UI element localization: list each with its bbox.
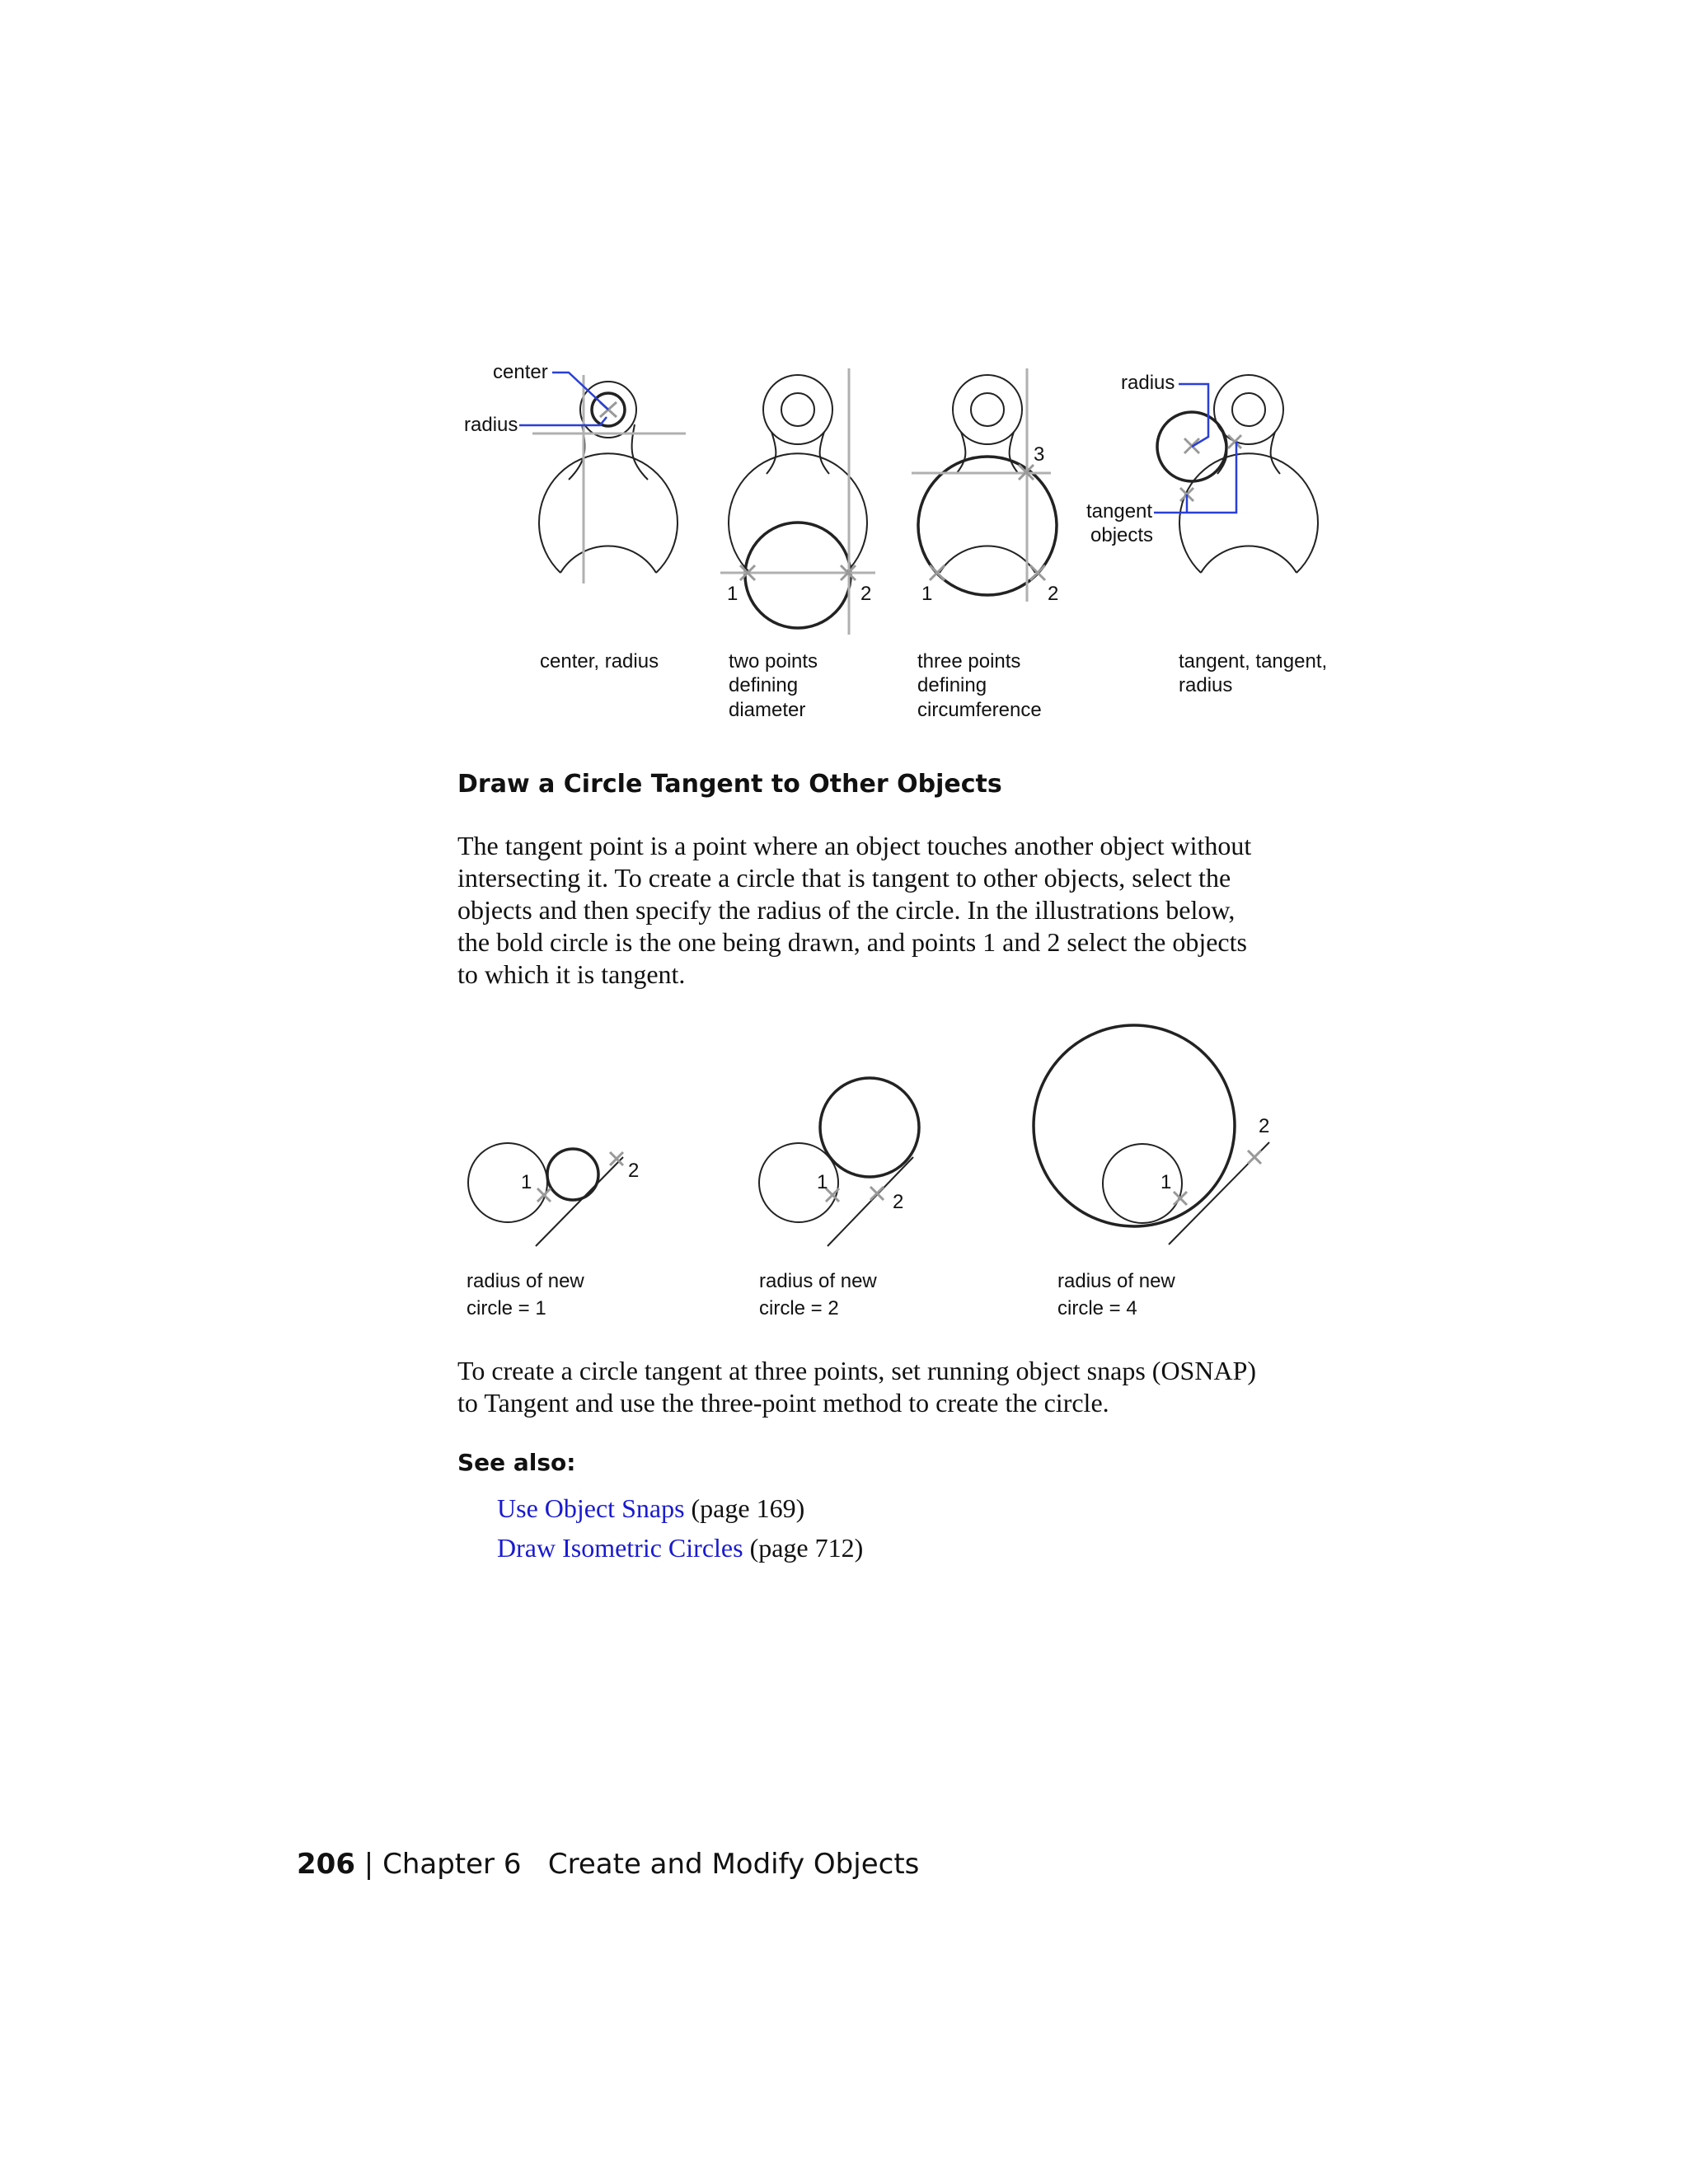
caption-two-points-2: defining <box>729 674 799 696</box>
caption-three-points-2: defining <box>917 674 987 696</box>
point-label-1: 1 <box>921 583 933 605</box>
caption-two-points-1: two points <box>729 650 818 673</box>
caption-ttr-1: tangent, tangent, <box>1179 650 1328 673</box>
point-label-1: 1 <box>727 583 738 605</box>
point-label-2: 2 <box>1259 1115 1270 1137</box>
point-label-1: 1 <box>817 1171 828 1193</box>
page-ref: (page 712) <box>749 1533 864 1563</box>
page-footer <box>297 1848 919 1881</box>
see-also-heading: See also: <box>457 1449 576 1476</box>
callout-radius: radius <box>464 414 518 436</box>
caption-three-points-1: three points <box>917 650 1021 673</box>
caption-r4-line2: circle = 4 <box>1057 1297 1137 1319</box>
footer-title: Create and Modify Objects <box>547 1848 920 1881</box>
footer-chapter: Chapter 6 <box>382 1848 522 1881</box>
body-paragraph-2: To create a circle tangent at three points, set running object snaps (OSNAP) to Tangent and use the three-point method to create the circle. <box>457 1356 1257 1418</box>
callout-center: center <box>493 361 548 383</box>
caption-r2-line2: circle = 2 <box>759 1297 839 1319</box>
caption-three-points-3: circumference <box>917 699 1042 721</box>
point-label-1: 1 <box>521 1171 532 1193</box>
callout-radius-ttr: radius <box>1121 372 1175 394</box>
link-draw-isometric-circles[interactable]: Draw Isometric Circles <box>497 1533 743 1563</box>
point-label-2: 2 <box>628 1160 640 1182</box>
page-ref: (page 169) <box>691 1493 805 1523</box>
caption-r1-line2: circle = 1 <box>467 1297 546 1319</box>
point-label-2: 2 <box>893 1191 904 1213</box>
page-number: 206 <box>297 1848 355 1881</box>
see-also-item <box>497 1533 863 1563</box>
point-label-2: 2 <box>860 583 872 605</box>
caption-center-radius: center, radius <box>540 650 659 673</box>
point-label-3: 3 <box>1034 443 1045 466</box>
body-paragraph-1: The tangent point is a point where an object touches another object without intersecting it. To create a circle that is tangent to other objects, select the objects and then specify the radius of the circle. In the illustrations below, the bold circle is the one being drawn, and points 1 and 2 select the objects to which it is tangent. <box>457 831 1252 989</box>
caption-r2-line1: radius of new <box>759 1270 877 1292</box>
link-use-object-snaps[interactable]: Use Object Snaps <box>497 1493 685 1523</box>
tangent-example-r4 <box>1034 1025 1269 1244</box>
see-also-item <box>497 1493 804 1524</box>
point-label-1: 1 <box>1160 1171 1172 1193</box>
caption-r4-line1: radius of new <box>1057 1270 1175 1292</box>
footer-separator: | <box>363 1848 374 1881</box>
callout-tangent: tangent <box>1086 500 1153 523</box>
caption-r1-line1: radius of new <box>467 1270 584 1292</box>
point-label-2: 2 <box>1048 583 1059 605</box>
tangent-example-r2 <box>759 1078 919 1246</box>
callout-objects: objects <box>1090 524 1154 546</box>
caption-ttr-2: radius <box>1179 674 1233 696</box>
caption-two-points-3: diameter <box>729 699 806 721</box>
section-heading: Draw a Circle Tangent to Other Objects <box>457 770 1002 799</box>
